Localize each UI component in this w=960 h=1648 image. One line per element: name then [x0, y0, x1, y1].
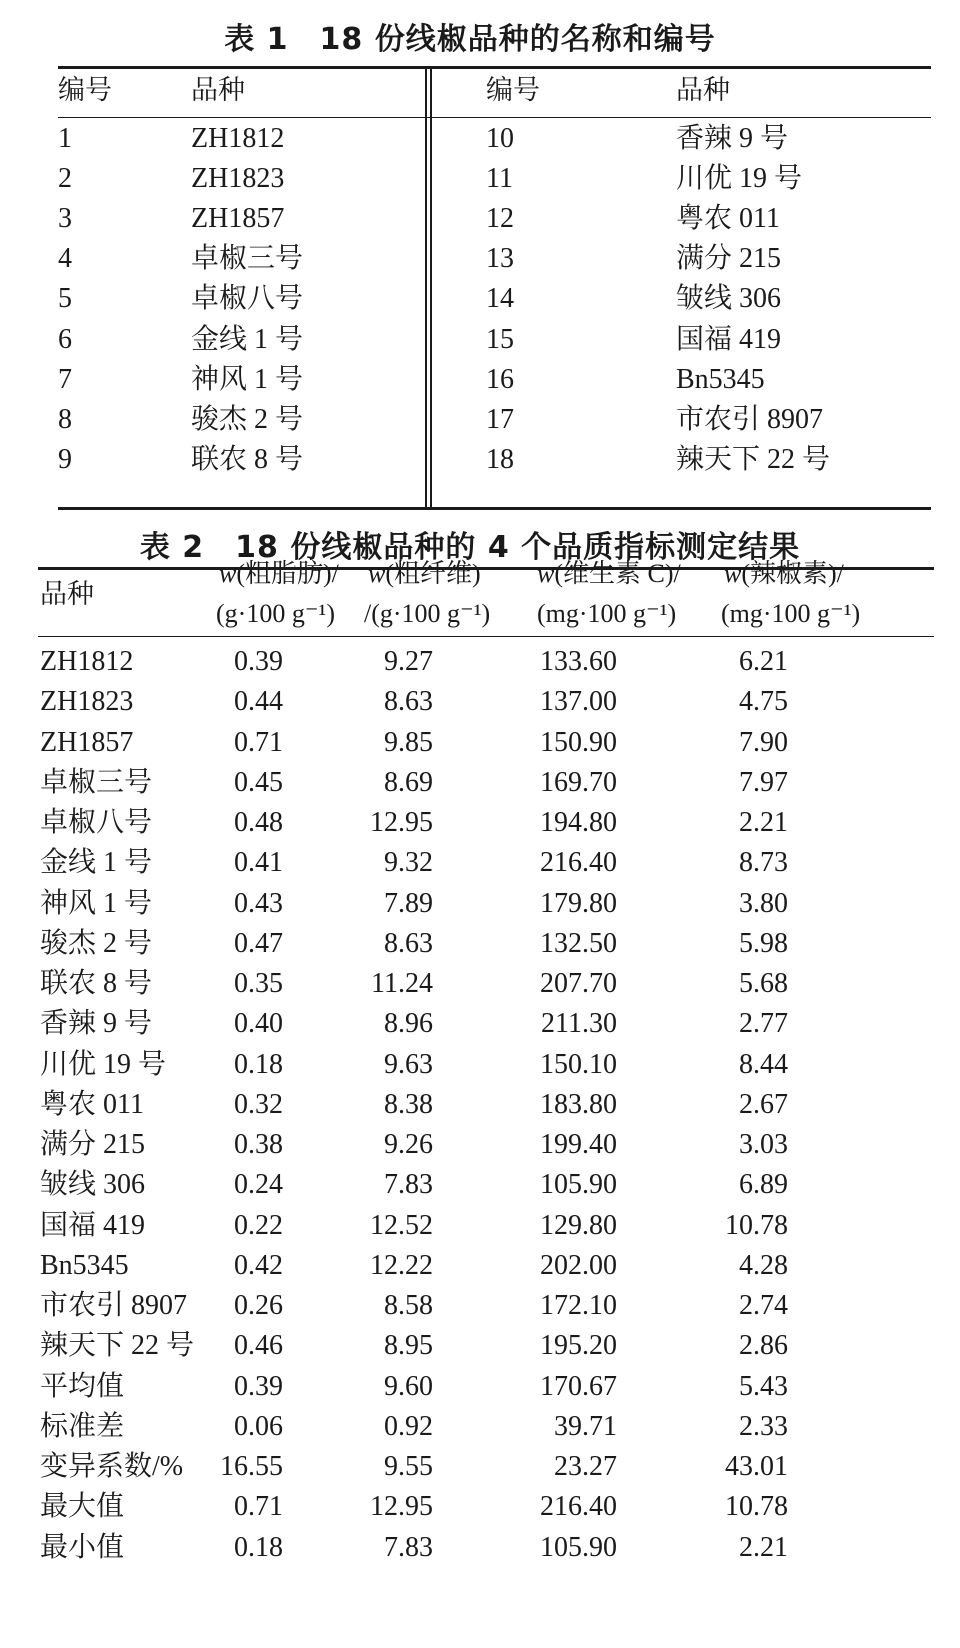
table1-number-cell: 2	[58, 163, 72, 195]
table2-caps-cell: 2.77	[739, 1008, 788, 1040]
table2-title: 表 2 18 份线椒品种的 4 个品质指标测定结果	[139, 530, 801, 565]
table2-fat-cell: 0.22	[234, 1209, 283, 1241]
header-fiber-label: (粗纤维)	[385, 559, 481, 588]
table2-caps-cell: 5.43	[739, 1370, 788, 1402]
table2-variety-cell: 市农引 8907	[40, 1290, 188, 1321]
table2-fat-cell: 0.39	[234, 646, 283, 677]
mass-fraction-symbol: w	[368, 559, 386, 588]
table1	[58, 66, 931, 512]
table2-caps-cell: 8.73	[739, 847, 788, 879]
table2-caps-cell: 5.68	[739, 968, 788, 999]
table2-variety-cell: Bn5345	[40, 1249, 129, 1281]
table2-fiber-cell: 11.24	[371, 968, 433, 999]
table1-number-cell: 8	[58, 403, 72, 435]
table1-column-divider	[430, 66, 432, 510]
table2-header-fiber-unit: /(g·100 g⁻¹)	[364, 599, 491, 628]
table1-variety-cell: 辣天下 22 号	[676, 443, 831, 475]
table2-fiber-cell: 8.63	[384, 927, 433, 959]
table2-variety-cell: 香辣 9 号	[40, 1008, 153, 1040]
table1-number-cell: 18	[486, 443, 514, 475]
table2-fiber-cell: 8.38	[384, 1088, 433, 1120]
table2-vitc-cell: 150.90	[540, 726, 617, 758]
table2-fat-cell: 0.32	[234, 1088, 283, 1120]
table2-fat-cell: 0.45	[234, 766, 283, 798]
table2-vitc-cell: 105.90	[540, 1531, 617, 1563]
table1-variety-cell: ZH1823	[191, 163, 285, 195]
table2-caps-cell: 2.67	[739, 1088, 788, 1120]
table1-top-rule	[58, 66, 931, 69]
table1-header-number-left: 编号	[58, 75, 112, 106]
table2-fat-cell: 0.26	[234, 1290, 283, 1321]
table2-vitc-cell: 207.70	[540, 968, 617, 999]
table2-variety-cell: ZH1823	[40, 686, 134, 718]
table1-variety-cell: 市农引 8907	[676, 403, 824, 435]
table2-header-fat	[219, 559, 339, 589]
table2-fiber-cell: 7.83	[384, 1531, 433, 1563]
table2-fat-cell: 0.18	[234, 1048, 283, 1080]
table2-fiber-cell: 9.60	[384, 1370, 433, 1402]
table2-variety-cell: ZH1857	[40, 726, 134, 758]
table1-number-cell: 4	[58, 243, 72, 275]
table2-variety-cell: 粤农 011	[40, 1088, 144, 1120]
table2-fat-cell: 0.47	[234, 927, 283, 959]
table2-caps-cell: 2.74	[739, 1290, 788, 1321]
table2-fat-cell: 16.55	[220, 1451, 283, 1482]
table2-fat-cell: 0.06	[234, 1410, 283, 1442]
table2-fiber-cell: 8.63	[384, 686, 433, 718]
table2-vitc-cell: 39.71	[554, 1410, 617, 1442]
table2-header-rule	[38, 636, 934, 637]
table2-vitc-cell: 137.00	[540, 686, 617, 718]
table1-variety-cell: 金线 1 号	[191, 323, 304, 355]
table1-variety-cell: ZH1857	[191, 203, 285, 235]
table2-fiber-cell: 8.58	[384, 1290, 433, 1321]
table2-caps-cell: 43.01	[725, 1451, 788, 1482]
header-fat-label: (粗脂肪)/	[236, 559, 339, 588]
table2-vitc-cell: 133.60	[540, 646, 617, 677]
table1-title: 表 1 18 份线椒品种的名称和编号	[224, 22, 716, 57]
table2-vitc-cell: 216.40	[540, 1491, 617, 1523]
table2-fat-cell: 0.35	[234, 968, 283, 999]
table2-fiber-cell: 9.27	[384, 646, 433, 677]
table1-number-cell: 13	[486, 243, 514, 275]
table2-variety-cell: 最大值	[40, 1491, 125, 1523]
table2-variety-cell: 卓椒三号	[40, 766, 153, 798]
table2-fat-cell: 0.71	[234, 1491, 283, 1523]
table2-variety-cell: 皱线 306	[40, 1169, 146, 1201]
table1-header-variety-left: 品种	[191, 75, 245, 106]
table2-header-fat-unit: (g·100 g⁻¹)	[216, 599, 335, 628]
table2-variety-cell: ZH1812	[40, 646, 134, 677]
table2-variety-cell: 卓椒八号	[40, 807, 153, 838]
table2-variety-cell: 神风 1 号	[40, 887, 153, 919]
table1-number-cell: 5	[58, 283, 72, 315]
table2-variety-cell: 最小值	[40, 1531, 125, 1563]
table2-fiber-cell: 9.32	[384, 847, 433, 879]
table2-caps-cell: 2.33	[739, 1410, 788, 1442]
table1-number-cell: 1	[58, 123, 72, 154]
table2-fat-cell: 0.46	[234, 1330, 283, 1362]
table2-caps-cell: 4.75	[739, 686, 788, 718]
table2-vitc-cell: 179.80	[540, 887, 617, 919]
table2-fat-cell: 0.44	[234, 686, 283, 718]
table1-number-cell: 14	[486, 283, 514, 315]
table2-caps-cell: 3.03	[739, 1129, 788, 1160]
table1-header-variety-right: 品种	[676, 75, 730, 106]
table2-vitc-cell: 216.40	[540, 847, 617, 879]
table2-vitc-cell: 132.50	[540, 927, 617, 959]
table2-fat-cell: 0.18	[234, 1531, 283, 1563]
table2-vitc-cell: 202.00	[540, 1249, 617, 1281]
table2-vitc-cell: 183.80	[540, 1088, 617, 1120]
table2-fat-cell: 0.43	[234, 887, 283, 919]
table1-number-cell: 7	[58, 363, 72, 395]
table1-variety-cell: 骏杰 2 号	[191, 403, 304, 435]
table2-caps-cell: 2.21	[739, 807, 788, 838]
table2-fiber-cell: 12.95	[370, 807, 433, 838]
table2-caps-cell: 8.44	[739, 1048, 788, 1080]
table2-fiber-cell: 12.22	[370, 1249, 433, 1281]
table1-number-cell: 16	[486, 363, 514, 395]
mass-fraction-symbol: w	[219, 559, 237, 588]
table1-variety-cell: 卓椒三号	[191, 243, 304, 275]
table1-number-cell: 10	[486, 123, 514, 154]
table1-number-cell: 15	[486, 323, 514, 355]
table2-variety-cell: 金线 1 号	[40, 847, 153, 879]
table1-variety-cell: 联农 8 号	[191, 443, 304, 475]
table2-vitc-cell: 211.30	[541, 1008, 617, 1040]
table2-variety-cell: 联农 8 号	[40, 968, 153, 999]
table1-number-cell: 12	[486, 203, 514, 235]
table1-header-number-right: 编号	[486, 75, 540, 106]
table1-number-cell: 3	[58, 203, 72, 235]
table1-variety-cell: 香辣 9 号	[676, 123, 789, 154]
table2-fiber-cell: 9.55	[384, 1451, 433, 1482]
table2-fiber-cell: 0.92	[384, 1410, 433, 1442]
table2-fiber-cell: 8.95	[384, 1330, 433, 1362]
table2-vitc-cell: 150.10	[540, 1048, 617, 1080]
table2-fiber-cell: 12.52	[370, 1209, 433, 1241]
table1-variety-cell: ZH1812	[191, 123, 285, 154]
table2-vitc-cell: 23.27	[554, 1451, 617, 1482]
table2-variety-cell: 满分 215	[40, 1129, 146, 1160]
table2-fiber-cell: 9.63	[384, 1048, 433, 1080]
table2-fiber-cell: 9.26	[384, 1129, 433, 1160]
table2-header-vitamin-c-unit: (mg·100 g⁻¹)	[537, 599, 677, 628]
table2-variety-cell: 辣天下 22 号	[40, 1330, 195, 1362]
table2-fat-cell: 0.41	[234, 847, 283, 879]
table2-vitc-cell: 194.80	[540, 807, 617, 838]
table1-variety-cell: 满分 215	[676, 243, 782, 275]
mass-fraction-symbol: w	[537, 559, 555, 588]
table1-variety-cell: 粤农 011	[676, 203, 780, 235]
table2-caps-cell: 7.97	[739, 766, 788, 798]
table1-variety-cell: 川优 19 号	[676, 163, 803, 195]
table2-vitc-cell: 169.70	[540, 766, 617, 798]
table2-fat-cell: 0.38	[234, 1129, 283, 1160]
table2-header-capsaicin-unit: (mg·100 g⁻¹)	[721, 599, 861, 628]
table2-header-variety: 品种	[40, 579, 94, 610]
table2-header-vitamin-c	[537, 559, 681, 589]
table2-header-fiber	[368, 559, 481, 589]
table2-variety-cell: 国福 419	[40, 1209, 146, 1241]
table2-fiber-cell: 8.96	[384, 1008, 433, 1040]
table2-variety-cell: 骏杰 2 号	[40, 927, 153, 959]
table2-header-capsaicin	[724, 559, 844, 589]
table2-caps-cell: 5.98	[739, 927, 788, 959]
header-vitamin-c-label: (维生素 C)/	[554, 559, 681, 588]
table2-vitc-cell: 129.80	[540, 1209, 617, 1241]
table2-vitc-cell: 172.10	[540, 1290, 617, 1321]
table2-caps-cell: 3.80	[739, 887, 788, 919]
table2-variety-cell: 平均值	[40, 1370, 125, 1402]
table1-variety-cell: 卓椒八号	[191, 283, 304, 315]
table2-caps-cell: 6.89	[739, 1169, 788, 1201]
table1-number-cell: 11	[486, 163, 513, 195]
table1-variety-cell: 国福 419	[676, 323, 782, 355]
table1-number-cell: 6	[58, 323, 72, 355]
table1-column-divider	[425, 66, 427, 510]
table2-variety-cell: 变异系数/%	[40, 1451, 184, 1482]
table2-vitc-cell: 195.20	[540, 1330, 617, 1362]
table1-variety-cell: Bn5345	[676, 363, 765, 395]
table2-fiber-cell: 7.89	[384, 887, 433, 919]
header-capsaicin-label: (辣椒素)/	[741, 559, 844, 588]
table1-bottom-rule	[58, 507, 931, 510]
table2-fat-cell: 0.40	[234, 1008, 283, 1040]
table1-number-cell: 9	[58, 443, 72, 475]
mass-fraction-symbol: w	[724, 559, 742, 588]
table2-caps-cell: 7.90	[739, 726, 788, 758]
table2-caps-cell: 10.78	[725, 1491, 788, 1523]
table2-caps-cell: 4.28	[739, 1249, 788, 1281]
table2-caps-cell: 10.78	[725, 1209, 788, 1241]
table2-fiber-cell: 7.83	[384, 1169, 433, 1201]
table2-fat-cell: 0.42	[234, 1249, 283, 1281]
table2-caps-cell: 2.86	[739, 1330, 788, 1362]
table2-vitc-cell: 199.40	[540, 1129, 617, 1160]
table2-caps-cell: 2.21	[739, 1531, 788, 1563]
table2-variety-cell: 川优 19 号	[40, 1048, 167, 1080]
table2	[38, 559, 934, 1648]
table2-fat-cell: 0.71	[234, 726, 283, 758]
table1-header-rule	[58, 117, 931, 118]
table2-variety-cell: 标准差	[40, 1410, 125, 1442]
table2-fat-cell: 0.39	[234, 1370, 283, 1402]
table1-variety-cell: 神风 1 号	[191, 363, 304, 395]
table1-number-cell: 17	[486, 403, 514, 435]
table2-fat-cell: 0.48	[234, 807, 283, 838]
table2-vitc-cell: 105.90	[540, 1169, 617, 1201]
table1-variety-cell: 皱线 306	[676, 283, 782, 315]
table2-fiber-cell: 8.69	[384, 766, 433, 798]
table2-caps-cell: 6.21	[739, 646, 788, 677]
table2-fat-cell: 0.24	[234, 1169, 283, 1201]
table2-fiber-cell: 12.95	[370, 1491, 433, 1523]
table2-vitc-cell: 170.67	[540, 1370, 617, 1402]
table2-fiber-cell: 9.85	[384, 726, 433, 758]
